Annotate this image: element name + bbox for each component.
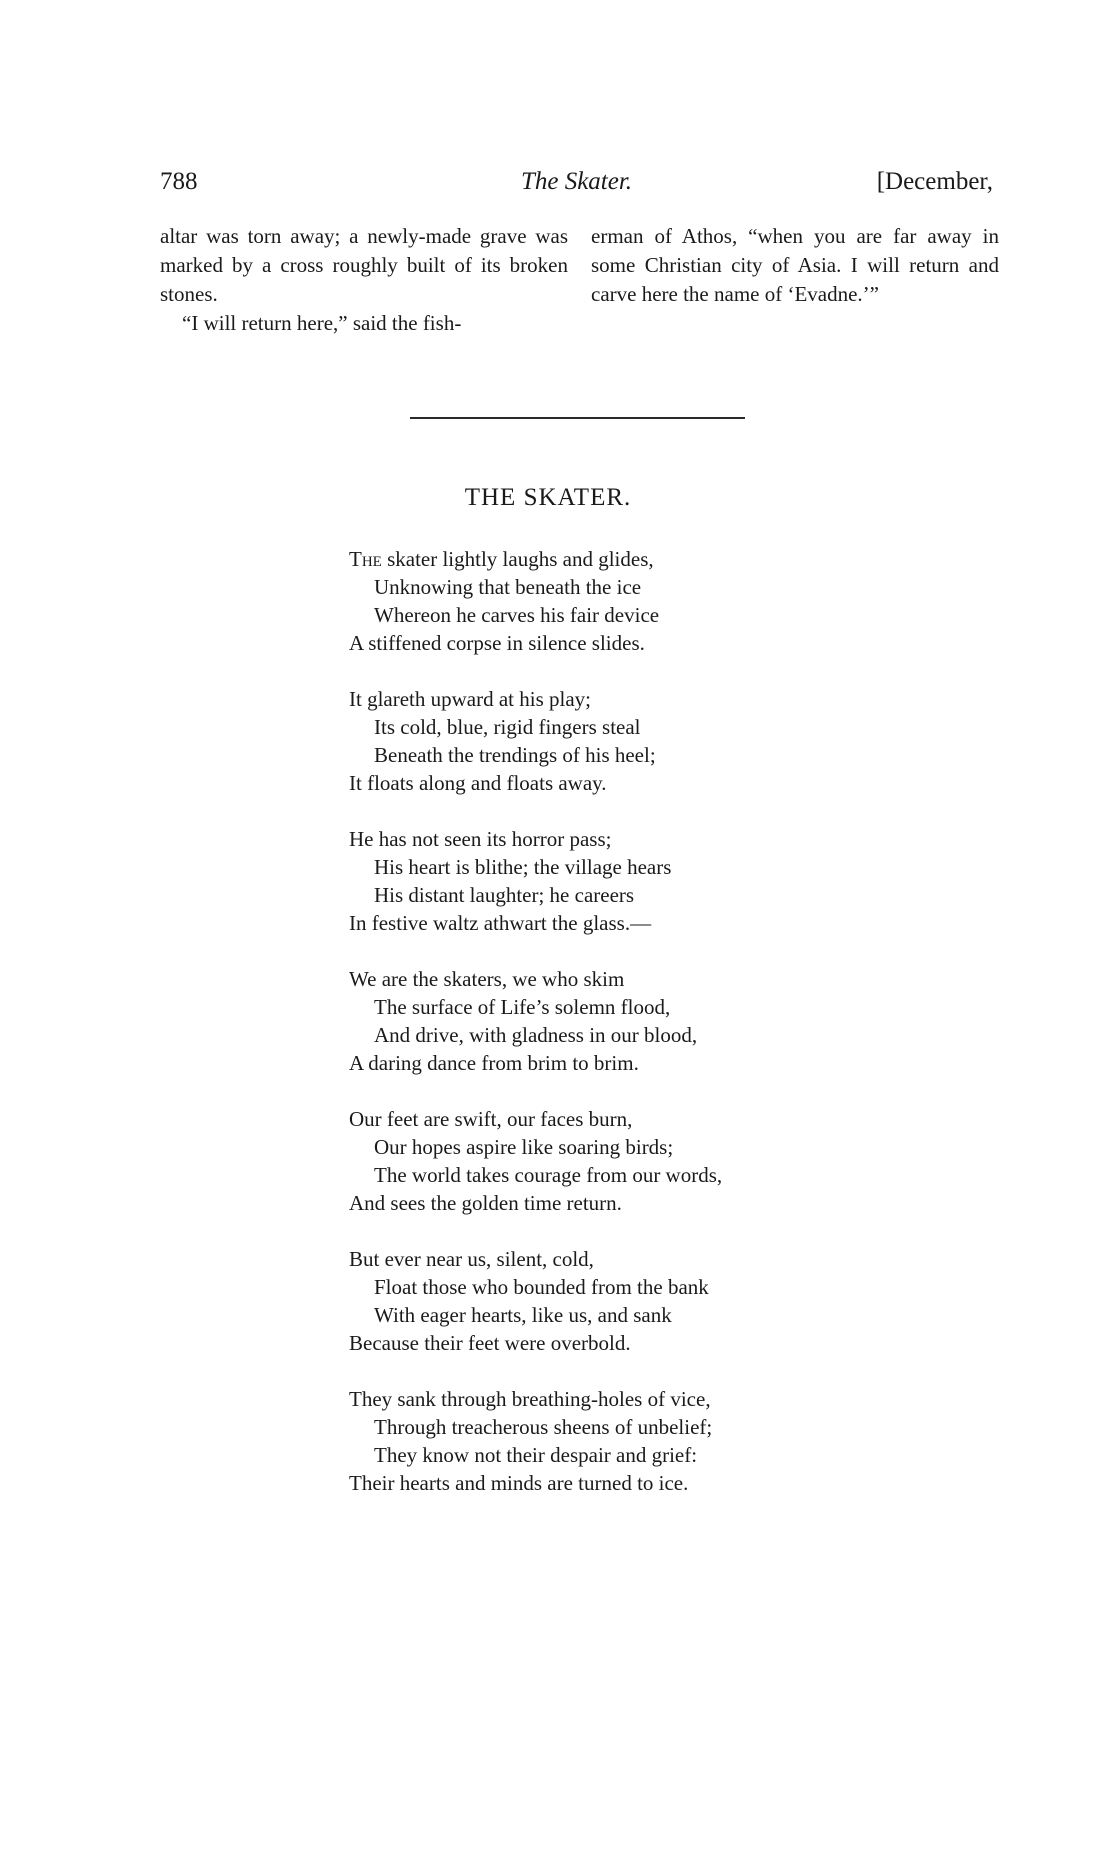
poem-line: And drive, with gladness in our blood, [374, 1023, 698, 1047]
stanza [349, 545, 909, 657]
running-section: [December, [876, 168, 993, 195]
poem-line: Its cold, blue, rigid fingers steal [374, 715, 641, 739]
running-title: The Skater. [520, 168, 633, 195]
prose-paragraph: erman of Athos, “when you are far away in some Christian city of Asia. I will return and carve here the name of ‘Evadne.’” [591, 224, 999, 306]
poem-line: Their hearts and minds are turned to ice. [349, 1471, 689, 1495]
poem-line: They know not their despair and grief: [374, 1443, 698, 1467]
poem-line: His heart is blithe; the village hears [374, 855, 672, 879]
poem-line: His distant laughter; he careers [374, 883, 635, 907]
poem-line: And sees the golden time return. [349, 1191, 622, 1215]
poem-line: He has not seen its horror pass; [349, 827, 612, 851]
poem-line: A daring dance from brim to brim. [349, 1051, 639, 1075]
poem-line: Unknowing that beneath the ice [374, 575, 642, 599]
prose-paragraph: “I will return here,” said the fish- [182, 311, 462, 335]
poem-line: A stiffened corpse in silence slides. [349, 631, 645, 655]
poem-line: It floats along and floats away. [349, 771, 607, 795]
poem-line: Whereon he carves his fair device [374, 603, 660, 627]
poem-line: They sank through breathing-holes of vice, [349, 1387, 711, 1411]
poem-line: With eager hearts, like us, and sank [374, 1303, 672, 1327]
poem-line-text: skater lightly laughs and glides, [381, 547, 654, 571]
stanza [349, 685, 909, 797]
poem-line: Our feet are swift, our faces burn, [349, 1107, 633, 1131]
poem-line: Through treacherous sheens of unbelief; [374, 1415, 713, 1439]
prose-column-right [591, 222, 999, 309]
poem-line: We are the skaters, we who skim [349, 967, 625, 991]
stanza [349, 965, 909, 1077]
stanza [349, 1245, 909, 1357]
poem-line: Our hopes aspire like soaring birds; [374, 1135, 674, 1159]
poem-title: THE SKATER. [464, 484, 632, 511]
page-number: 788 [160, 168, 198, 195]
poem-body [349, 545, 909, 1525]
poem-line: In festive waltz athwart the glass.— [349, 911, 652, 935]
stanza [349, 1105, 909, 1217]
poem-line: The world takes courage from our words, [374, 1163, 723, 1187]
poem-line: Because their feet were overbold. [349, 1331, 631, 1355]
stanza [349, 1385, 909, 1497]
stanza [349, 825, 909, 937]
poem-line: Float those who bounded from the bank [374, 1275, 709, 1299]
prose-paragraph: altar was torn away; a newly-made grave was marked by a cross roughly built of its broken stones. [160, 224, 568, 306]
opening-word: The [349, 547, 382, 571]
prose-column-left [160, 222, 568, 338]
running-head [160, 168, 993, 208]
poem-line: But ever near us, silent, cold, [349, 1247, 594, 1271]
poem-line: The surface of Life’s solemn flood, [374, 995, 671, 1019]
poem-line: It glareth upward at his play; [349, 687, 592, 711]
poem-line: Beneath the trendings of his heel; [374, 743, 656, 767]
poem-line [349, 545, 909, 573]
section-divider [410, 417, 745, 419]
